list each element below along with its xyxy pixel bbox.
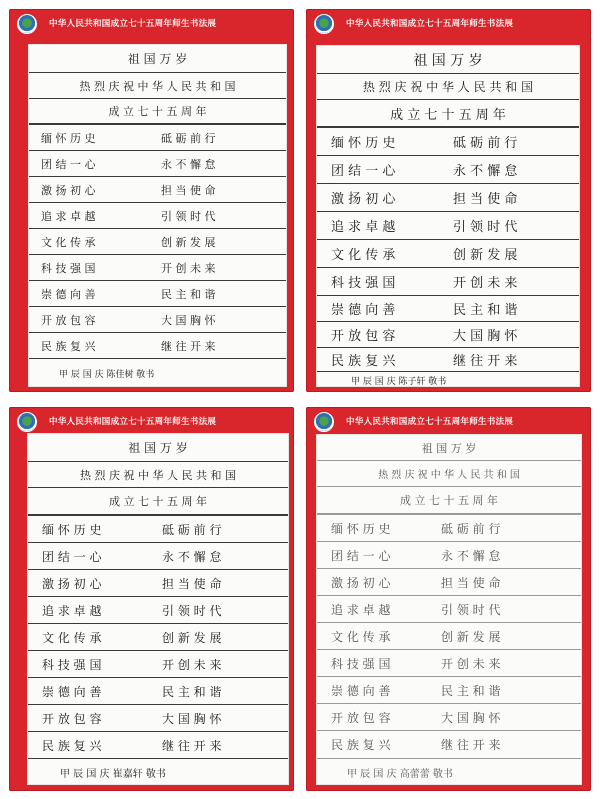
couplet-right: 砥 砺 前 行 <box>161 131 216 145</box>
couplet-row <box>29 125 286 151</box>
couplet-left: 追 求 卓 越 <box>331 602 391 617</box>
couplet-left: 科 技 强 国 <box>42 657 102 672</box>
couplet-left: 崇 德 向 善 <box>42 684 102 699</box>
calligraphy-sheet-2 <box>306 9 591 392</box>
couplet-left: 激 扬 初 心 <box>331 575 391 590</box>
couplet-right: 担 当 使 命 <box>161 183 216 197</box>
couplet-right: 永 不 懈 怠 <box>162 549 222 564</box>
couplet-right: 永 不 懈 怠 <box>453 164 518 179</box>
couplet-row <box>29 255 286 281</box>
poem-line-2: 成 立 七 十 五 周 年 <box>317 487 581 515</box>
couplet-left: 追 求 卓 越 <box>331 220 396 235</box>
couplet-left: 文 化 传 承 <box>41 235 96 249</box>
couplet-row <box>28 624 288 651</box>
couplet-left: 缅 怀 历 史 <box>42 522 102 537</box>
poem-line-1: 热 烈 庆 祝 中 华 人 民 共 和 国 <box>29 73 286 99</box>
poem-line-1: 热 烈 庆 祝 中 华 人 民 共 和 国 <box>317 461 581 487</box>
couplet-right: 担 当 使 命 <box>162 576 222 591</box>
couplet-left: 文 化 传 承 <box>42 630 102 645</box>
couplet-left: 团 结 一 心 <box>41 157 96 171</box>
couplet-left: 激 扬 初 心 <box>41 183 96 197</box>
couplet-row <box>317 704 581 731</box>
poem-line-2: 成 立 七 十 五 周 年 <box>28 488 288 516</box>
school-logo-icon <box>17 14 37 34</box>
poem-title: 祖 国 万 岁 <box>317 46 579 74</box>
couplet-row <box>317 240 579 268</box>
couplet-right: 砥 砺 前 行 <box>162 522 222 537</box>
poem-title: 祖 国 万 岁 <box>317 435 581 461</box>
school-logo-icon <box>17 412 37 432</box>
couplet-left: 民 族 复 兴 <box>331 738 391 752</box>
couplet-right: 大 国 胸 怀 <box>441 710 501 725</box>
couplet-row <box>317 569 581 596</box>
couplet-left: 团 结 一 心 <box>331 164 396 179</box>
couplet-left: 团 结 一 心 <box>331 548 391 563</box>
couplet-right: 创 新 发 展 <box>162 630 222 645</box>
couplet-left: 开 放 包 容 <box>331 710 391 725</box>
couplet-row <box>317 212 579 240</box>
couplet-row <box>29 281 286 307</box>
couplet-left: 缅 怀 历 史 <box>331 521 391 536</box>
couplet-row <box>29 177 286 203</box>
exhibition-banner: 中华人民共和国成立七十五周年师生书法展 <box>49 19 217 29</box>
poem-title: 祖 国 万 岁 <box>28 434 288 462</box>
couplet-left: 追 求 卓 越 <box>42 603 102 618</box>
sheet-header <box>306 9 591 39</box>
couplet-right: 大 国 胸 怀 <box>161 313 216 327</box>
sheet-header <box>9 9 294 39</box>
poem-line-1: 热 烈 庆 祝 中 华 人 民 共 和 国 <box>28 462 288 488</box>
couplet-row <box>28 651 288 678</box>
couplet-row <box>29 307 286 333</box>
couplet-row <box>28 678 288 705</box>
couplet-row <box>317 268 579 296</box>
couplet-row <box>28 543 288 570</box>
poem-line-2: 成 立 七 十 五 周 年 <box>317 100 579 128</box>
couplet-right: 民 主 和 谐 <box>441 683 501 698</box>
couplet-row <box>28 705 288 732</box>
couplet-right: 开 创 未 来 <box>441 656 501 671</box>
couplet-left: 开 放 包 容 <box>42 711 102 726</box>
couplet-left: 激 扬 初 心 <box>42 576 102 591</box>
couplet-right: 创 新 发 展 <box>161 235 216 249</box>
calligraphy-paper <box>316 45 580 387</box>
calligraphy-sheet-3 <box>9 407 294 791</box>
couplet-row <box>29 333 286 359</box>
couplet-right: 永 不 懈 怠 <box>161 157 216 171</box>
couplet-right: 创 新 发 展 <box>441 629 501 644</box>
couplet-right: 砥 砺 前 行 <box>441 521 501 536</box>
poem-line-1: 热 烈 庆 祝 中 华 人 民 共 和 国 <box>317 74 579 100</box>
couplet-left: 团 结 一 心 <box>42 549 102 564</box>
couplet-row <box>317 156 579 184</box>
couplet-row <box>317 596 581 623</box>
school-logo-icon <box>314 412 334 432</box>
calligraphy-sheet-1 <box>9 9 294 392</box>
couplet-row <box>317 677 581 704</box>
couplet-right: 继 往 开 来 <box>162 738 222 753</box>
couplet-row <box>28 570 288 597</box>
signature-line: 甲 辰 国 庆 陈子轩 敬书 <box>351 376 447 387</box>
couplet-left: 科 技 强 国 <box>41 261 96 275</box>
couplet-right: 开 创 未 来 <box>161 261 216 275</box>
couplet-left: 科 技 强 国 <box>331 656 391 671</box>
couplet-left: 开 放 包 容 <box>41 313 96 327</box>
exhibition-banner: 中华人民共和国成立七十五周年师生书法展 <box>49 417 217 427</box>
couplet-row <box>29 229 286 255</box>
couplet-right: 民 主 和 谐 <box>162 684 222 699</box>
couplet-right: 担 当 使 命 <box>441 575 501 590</box>
couplet-row <box>317 650 581 677</box>
couplet-left: 激 扬 初 心 <box>331 192 396 207</box>
exhibition-banner: 中华人民共和国成立七十五周年师生书法展 <box>346 19 514 29</box>
couplet-right: 担 当 使 命 <box>453 192 518 207</box>
couplet-row <box>317 348 579 372</box>
couplet-right: 引 领 时 代 <box>453 220 518 235</box>
couplet-right: 继 往 开 来 <box>161 339 216 353</box>
couplet-left: 崇 德 向 善 <box>41 287 96 301</box>
couplet-left: 追 求 卓 越 <box>41 209 96 223</box>
couplet-row <box>29 203 286 229</box>
couplet-left: 民 族 复 兴 <box>41 339 96 353</box>
couplet-left: 文 化 传 承 <box>331 248 396 263</box>
couplet-left: 缅 怀 历 史 <box>331 136 396 151</box>
couplet-right: 开 创 未 来 <box>453 276 518 291</box>
couplet-right: 开 创 未 来 <box>162 657 222 672</box>
couplet-row <box>317 128 579 156</box>
couplet-right: 引 领 时 代 <box>161 209 216 223</box>
poem-title: 祖 国 万 岁 <box>29 45 286 73</box>
couplet-right: 继 往 开 来 <box>453 354 518 369</box>
couplet-right: 引 领 时 代 <box>162 603 222 618</box>
couplet-left: 民 族 复 兴 <box>42 738 102 753</box>
couplet-row <box>317 322 579 348</box>
couplet-row <box>29 151 286 177</box>
couplet-row <box>317 542 581 569</box>
couplet-row <box>317 515 581 542</box>
signature-line: 甲 辰 国 庆 高蕾蕾 敬书 <box>347 768 453 780</box>
couplet-row <box>317 731 581 759</box>
couplet-left: 崇 德 向 善 <box>331 303 396 318</box>
couplet-row <box>317 184 579 212</box>
couplet-right: 民 主 和 谐 <box>161 287 216 301</box>
couplet-right: 砥 砺 前 行 <box>453 136 518 151</box>
couplet-right: 继 往 开 来 <box>441 738 501 752</box>
couplet-left: 文 化 传 承 <box>331 629 391 644</box>
couplet-left: 科 技 强 国 <box>331 276 396 291</box>
calligraphy-sheet-4 <box>306 407 591 791</box>
couplet-left: 崇 德 向 善 <box>331 683 391 698</box>
poem-line-2: 成 立 七 十 五 周 年 <box>29 99 286 125</box>
couplet-right: 大 国 胸 怀 <box>162 711 222 726</box>
couplet-row <box>28 732 288 759</box>
exhibition-banner: 中华人民共和国成立七十五周年师生书法展 <box>346 417 514 427</box>
couplet-right: 永 不 懈 怠 <box>441 548 501 563</box>
couplet-left: 民 族 复 兴 <box>331 354 396 369</box>
couplet-right: 民 主 和 谐 <box>453 303 518 318</box>
couplet-row <box>28 516 288 543</box>
couplet-right: 引 领 时 代 <box>441 602 501 617</box>
signature-line: 甲 辰 国 庆 陈佳树 敬书 <box>59 369 155 380</box>
signature-line: 甲 辰 国 庆 崔嘉轩 敬书 <box>60 768 166 780</box>
couplet-row <box>317 623 581 650</box>
couplet-left: 缅 怀 历 史 <box>41 131 96 145</box>
calligraphy-paper <box>28 44 287 387</box>
calligraphy-paper <box>316 434 582 785</box>
sheet-header <box>306 407 591 437</box>
couplet-left: 开 放 包 容 <box>331 329 396 344</box>
couplet-right: 大 国 胸 怀 <box>453 329 518 344</box>
school-logo-icon <box>314 14 334 34</box>
couplet-row <box>317 296 579 322</box>
calligraphy-paper <box>27 433 289 785</box>
couplet-right: 创 新 发 展 <box>453 248 518 263</box>
couplet-row <box>28 597 288 624</box>
